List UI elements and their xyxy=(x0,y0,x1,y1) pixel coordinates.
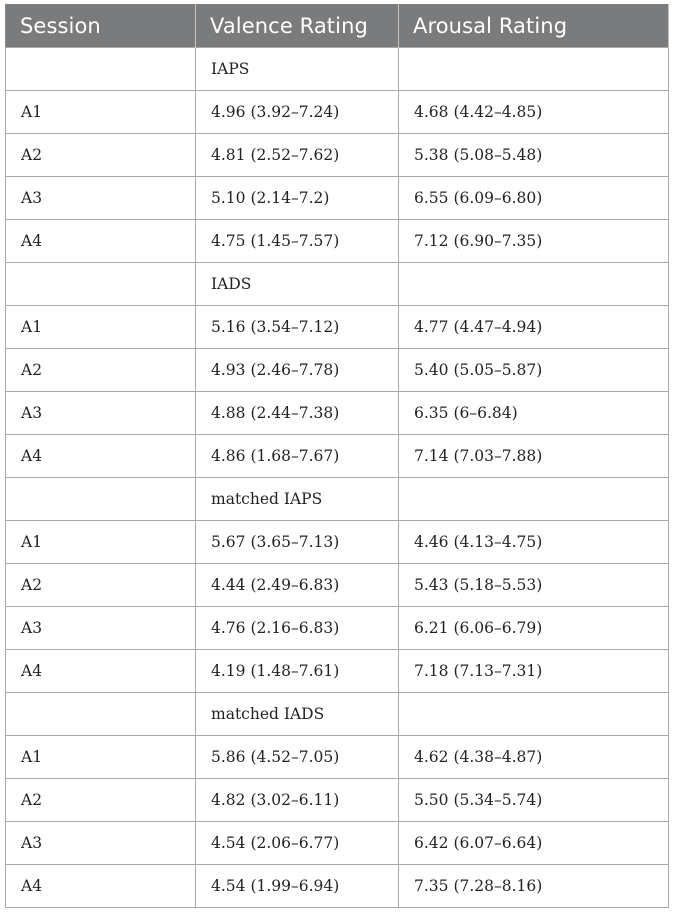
valence-cell: 4.54 (1.99–6.94) xyxy=(196,865,399,908)
group-header-row xyxy=(6,478,669,521)
session-cell xyxy=(6,48,196,91)
valence-cell: 4.88 (2.44–7.38) xyxy=(196,392,399,435)
table-body xyxy=(6,48,669,908)
valence-cell: 5.86 (4.52–7.05) xyxy=(196,736,399,779)
table-row xyxy=(6,220,669,263)
session-cell xyxy=(6,693,196,736)
arousal-cell: 7.35 (7.28–8.16) xyxy=(399,865,669,908)
arousal-cell xyxy=(399,693,669,736)
session-cell: A2 xyxy=(6,134,196,177)
session-cell: A1 xyxy=(6,306,196,349)
session-cell xyxy=(6,478,196,521)
header-row xyxy=(6,4,669,48)
valence-cell: 5.16 (3.54–7.12) xyxy=(196,306,399,349)
valence-cell: 4.93 (2.46–7.78) xyxy=(196,349,399,392)
session-cell: A1 xyxy=(6,521,196,564)
arousal-cell xyxy=(399,263,669,306)
table-row xyxy=(6,822,669,865)
session-cell: A2 xyxy=(6,349,196,392)
header-valence-rating: Valence Rating xyxy=(196,4,399,48)
session-cell: A4 xyxy=(6,435,196,478)
header-session: Session xyxy=(6,4,196,48)
table-row xyxy=(6,392,669,435)
valence-cell: 4.19 (1.48–7.61) xyxy=(196,650,399,693)
table-row xyxy=(6,865,669,908)
arousal-cell xyxy=(399,48,669,91)
arousal-cell xyxy=(399,478,669,521)
valence-cell: 4.86 (1.68–7.67) xyxy=(196,435,399,478)
group-header-row xyxy=(6,263,669,306)
table-header xyxy=(6,4,669,48)
session-cell: A3 xyxy=(6,822,196,865)
session-cell: A3 xyxy=(6,607,196,650)
table-row xyxy=(6,306,669,349)
valence-cell: 5.10 (2.14–7.2) xyxy=(196,177,399,220)
table-row xyxy=(6,349,669,392)
session-cell: A2 xyxy=(6,779,196,822)
valence-cell: 4.96 (3.92–7.24) xyxy=(196,91,399,134)
valence-cell: 4.54 (2.06–6.77) xyxy=(196,822,399,865)
valence-cell: 4.82 (3.02–6.11) xyxy=(196,779,399,822)
table-row xyxy=(6,521,669,564)
session-cell xyxy=(6,263,196,306)
table-row xyxy=(6,779,669,822)
arousal-cell: 4.68 (4.42–4.85) xyxy=(399,91,669,134)
arousal-cell: 5.40 (5.05–5.87) xyxy=(399,349,669,392)
arousal-cell: 7.18 (7.13–7.31) xyxy=(399,650,669,693)
valence-cell: 4.81 (2.52–7.62) xyxy=(196,134,399,177)
table-row xyxy=(6,435,669,478)
arousal-cell: 6.21 (6.06–6.79) xyxy=(399,607,669,650)
arousal-cell: 5.50 (5.34–5.74) xyxy=(399,779,669,822)
arousal-cell: 7.14 (7.03–7.88) xyxy=(399,435,669,478)
arousal-cell: 4.46 (4.13–4.75) xyxy=(399,521,669,564)
table-row xyxy=(6,134,669,177)
session-cell: A3 xyxy=(6,177,196,220)
group-label-cell: IADS xyxy=(196,263,399,306)
arousal-cell: 6.35 (6–6.84) xyxy=(399,392,669,435)
table-row xyxy=(6,650,669,693)
session-cell: A4 xyxy=(6,865,196,908)
valence-cell: 5.67 (3.65–7.13) xyxy=(196,521,399,564)
table-row xyxy=(6,564,669,607)
table-row xyxy=(6,736,669,779)
session-cell: A4 xyxy=(6,220,196,263)
header-arousal-rating: Arousal Rating xyxy=(399,4,669,48)
session-cell: A1 xyxy=(6,736,196,779)
table-row xyxy=(6,607,669,650)
valence-cell: 4.76 (2.16–6.83) xyxy=(196,607,399,650)
arousal-cell: 5.43 (5.18–5.53) xyxy=(399,564,669,607)
group-label-cell: matched IAPS xyxy=(196,478,399,521)
group-label-cell: IAPS xyxy=(196,48,399,91)
arousal-cell: 6.42 (6.07–6.64) xyxy=(399,822,669,865)
ratings-table-container xyxy=(5,4,668,908)
arousal-cell: 7.12 (6.90–7.35) xyxy=(399,220,669,263)
arousal-cell: 4.62 (4.38–4.87) xyxy=(399,736,669,779)
session-cell: A4 xyxy=(6,650,196,693)
session-cell: A1 xyxy=(6,91,196,134)
group-label-cell: matched IADS xyxy=(196,693,399,736)
session-cell: A3 xyxy=(6,392,196,435)
group-header-row xyxy=(6,48,669,91)
arousal-cell: 5.38 (5.08–5.48) xyxy=(399,134,669,177)
valence-cell: 4.44 (2.49–6.83) xyxy=(196,564,399,607)
ratings-table xyxy=(5,4,669,908)
group-header-row xyxy=(6,693,669,736)
arousal-cell: 4.77 (4.47–4.94) xyxy=(399,306,669,349)
table-row xyxy=(6,177,669,220)
session-cell: A2 xyxy=(6,564,196,607)
valence-cell: 4.75 (1.45–7.57) xyxy=(196,220,399,263)
arousal-cell: 6.55 (6.09–6.80) xyxy=(399,177,669,220)
table-row xyxy=(6,91,669,134)
